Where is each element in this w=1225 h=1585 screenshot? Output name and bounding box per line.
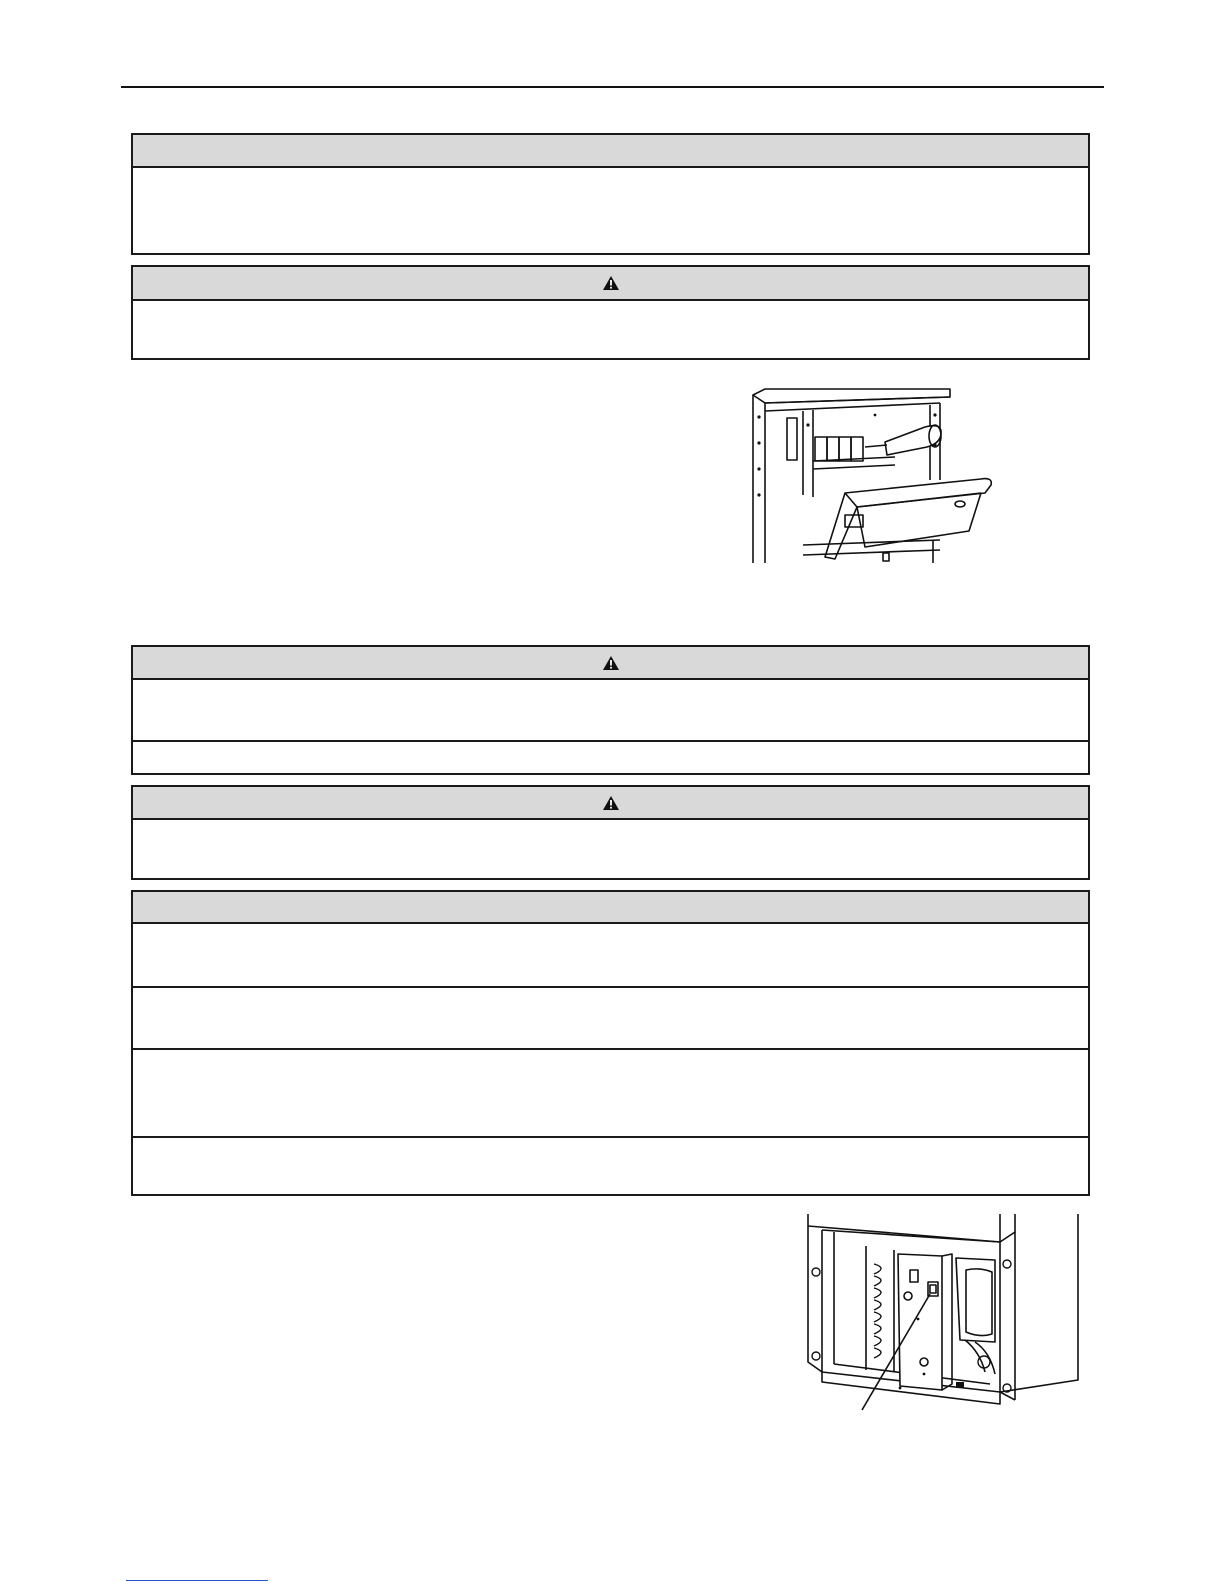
notice-box-2 bbox=[131, 265, 1090, 360]
notice-row-5-1 bbox=[133, 924, 1088, 986]
header-rule bbox=[121, 86, 1104, 88]
notice-row-5-3 bbox=[133, 1048, 1088, 1136]
warning-triangle-icon bbox=[602, 275, 620, 291]
notice-body-4 bbox=[133, 820, 1088, 878]
notice-row-5-4 bbox=[133, 1136, 1088, 1194]
notice-header-4 bbox=[133, 787, 1088, 820]
notice-header-1 bbox=[133, 135, 1088, 168]
notice-box-5 bbox=[131, 890, 1090, 1196]
notice-body-2 bbox=[133, 301, 1088, 358]
ice-machine-open-door-illustration bbox=[745, 385, 1005, 565]
notice-row-3-2 bbox=[133, 740, 1088, 773]
footer-link-underline[interactable] bbox=[126, 1580, 268, 1581]
notice-box-3 bbox=[131, 645, 1090, 775]
notice-body-1 bbox=[133, 168, 1088, 253]
notice-header-3 bbox=[133, 647, 1088, 680]
warning-triangle-icon bbox=[602, 795, 620, 811]
warning-triangle-icon bbox=[602, 655, 620, 671]
notice-box-4 bbox=[131, 785, 1090, 880]
notice-row-5-2 bbox=[133, 986, 1088, 1048]
notice-box-1 bbox=[131, 133, 1090, 255]
notice-row-3-1 bbox=[133, 680, 1088, 740]
ice-machine-control-box-illustration bbox=[800, 1212, 1090, 1422]
notice-header-2 bbox=[133, 267, 1088, 301]
notice-header-5 bbox=[133, 892, 1088, 924]
